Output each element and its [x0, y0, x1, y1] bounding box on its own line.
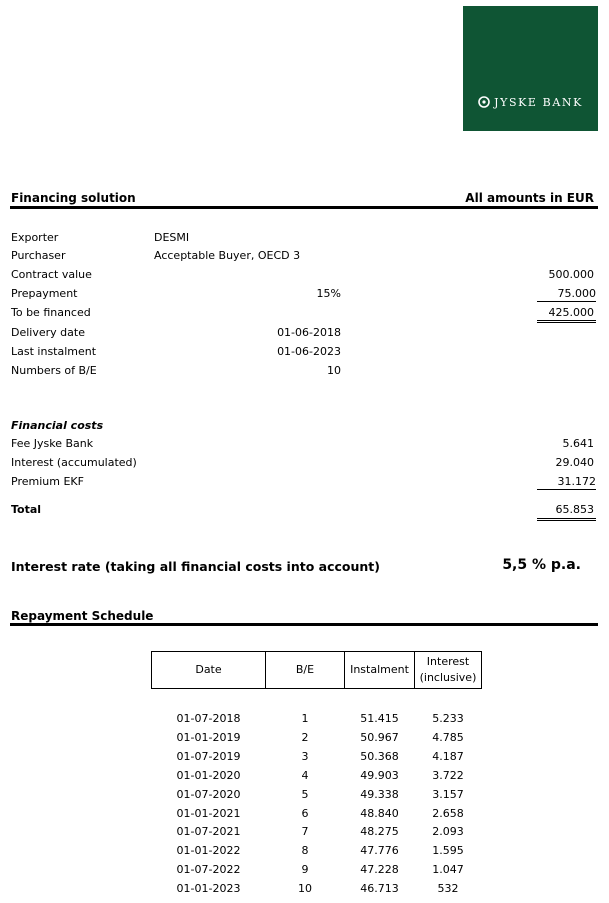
prepayment-label: Prepayment	[11, 287, 78, 300]
row-instalment: 47.776	[360, 844, 399, 857]
row-be: 1	[301, 712, 309, 725]
row-instalment: 49.903	[360, 769, 399, 782]
last-instalment-value: 01-06-2023	[277, 345, 341, 358]
last-instalment-label: Last instalment	[11, 345, 97, 358]
row-be: 3	[301, 750, 309, 763]
to-be-financed-amount: 425.000	[548, 306, 594, 319]
row-interest: 1.047	[432, 863, 464, 876]
row-instalment: 49.338	[360, 788, 399, 801]
row-date: 01-01-2019	[176, 731, 241, 744]
row-date: 01-07-2021	[176, 825, 241, 838]
prepayment-amount: 75.000	[537, 287, 596, 302]
schedule-divider	[10, 623, 598, 626]
row-interest: 4.187	[432, 750, 464, 763]
purchaser-value: Acceptable Buyer, OECD 3	[154, 249, 301, 262]
logo-wordmark	[469, 96, 592, 109]
to-be-financed-double-rule	[537, 320, 596, 323]
row-interest: 5.233	[432, 712, 464, 725]
financial-costs-title: Financial costs	[11, 419, 104, 432]
row-instalment: 50.368	[360, 750, 399, 763]
section-title: Financing solution	[11, 191, 136, 205]
contract-value-label: Contract value	[11, 268, 92, 281]
row-interest: 4.785	[432, 731, 464, 744]
row-date: 01-07-2022	[176, 863, 241, 876]
premium-label: Premium EKF	[11, 475, 84, 488]
row-be: 7	[301, 825, 309, 838]
col-header-be: B/E	[265, 651, 345, 689]
row-be: 2	[301, 731, 309, 744]
col-header-interest: Interest (inclusive)	[414, 651, 482, 689]
row-interest: 1.595	[432, 844, 464, 857]
row-interest: 3.157	[432, 788, 464, 801]
row-instalment: 48.275	[360, 825, 399, 838]
row-be: 8	[301, 844, 309, 857]
interest-rate-value: 5,5 % p.a.	[502, 557, 581, 573]
interest-rate-label: Interest rate (taking all financial costs into account)	[11, 559, 380, 574]
interest-label: Interest (accumulated)	[11, 456, 137, 469]
row-instalment: 51.415	[360, 712, 399, 725]
row-date: 01-07-2018	[176, 712, 241, 725]
row-date: 01-01-2020	[176, 769, 241, 782]
numbers-be-value: 10	[327, 364, 341, 377]
repayment-schedule-title: Repayment Schedule	[11, 609, 154, 623]
row-be: 5	[301, 788, 309, 801]
total-double-rule	[537, 518, 596, 521]
row-interest: 2.093	[432, 825, 464, 838]
contract-value-amount: 500.000	[548, 268, 594, 281]
header-divider	[10, 206, 598, 209]
row-instalment: 47.228	[360, 863, 399, 876]
premium-amount: 31.172	[537, 475, 596, 490]
to-be-financed-label: To be financed	[11, 306, 91, 319]
row-be: 4	[301, 769, 309, 782]
row-instalment: 48.840	[360, 807, 399, 820]
prepayment-percent: 15%	[316, 287, 341, 300]
row-interest: 2.658	[432, 807, 464, 820]
fee-amount: 5.641	[562, 437, 594, 450]
row-be: 10	[298, 882, 312, 895]
logo-emblem-icon	[478, 96, 490, 108]
row-date: 01-01-2021	[176, 807, 241, 820]
row-interest: 532	[437, 882, 459, 895]
col-header-instalment: Instalment	[344, 651, 415, 689]
exporter-label: Exporter	[11, 231, 59, 244]
jyske-bank-logo	[463, 6, 598, 131]
total-label: Total	[11, 503, 42, 516]
numbers-be-label: Numbers of B/E	[11, 364, 97, 377]
row-date: 01-01-2023	[176, 882, 241, 895]
col-header-date: Date	[151, 651, 266, 689]
row-date: 01-01-2022	[176, 844, 241, 857]
exporter-value: DESMI	[154, 231, 190, 244]
currency-note: All amounts in EUR	[465, 191, 594, 205]
delivery-date-value: 01-06-2018	[277, 326, 341, 339]
row-be: 9	[301, 863, 309, 876]
logo-text: JYSKE BANK	[494, 96, 583, 109]
row-be: 6	[301, 807, 309, 820]
row-instalment: 50.967	[360, 731, 399, 744]
delivery-date-label: Delivery date	[11, 326, 85, 339]
total-amount: 65.853	[555, 503, 594, 516]
interest-amount: 29.040	[555, 456, 594, 469]
row-interest: 3.722	[432, 769, 464, 782]
row-date: 01-07-2020	[176, 788, 241, 801]
purchaser-label: Purchaser	[11, 249, 66, 262]
row-instalment: 46.713	[360, 882, 399, 895]
row-date: 01-07-2019	[176, 750, 241, 763]
fee-label: Fee Jyske Bank	[11, 437, 94, 450]
